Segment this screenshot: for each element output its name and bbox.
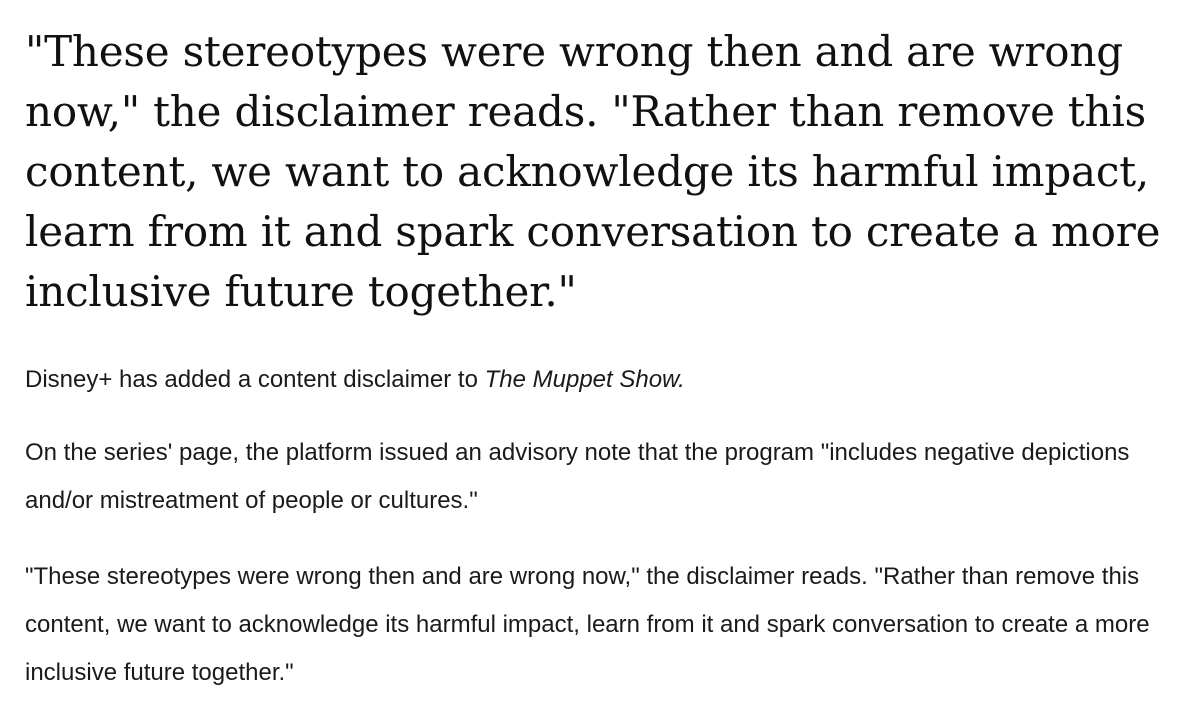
intro-text: Disney+ has added a content disclaimer to (25, 366, 485, 393)
advisory-paragraph: On the series' page, the platform issued an advisory note that the program "includes negative depictions and/or mistreatment of people or cultures." (25, 439, 1130, 514)
show-title: The Muppet Show. (484, 366, 685, 393)
intro-paragraph (25, 356, 1175, 404)
pull-quote: "These stereotypes were wrong then and are wrong now," the disclaimer reads. "Rather than remove this content, we want to acknowledge its harmful impact, learn from it and spark conversation to create a more inclusive future together." (25, 27, 1161, 316)
disclaimer-quote-paragraph: "These stereotypes were wrong then and are wrong now," the disclaimer reads. "Rather than remove this content, we want to acknowledge its harmful impact, learn from it and spark conversation to create a more inclusive future together." (25, 563, 1150, 686)
